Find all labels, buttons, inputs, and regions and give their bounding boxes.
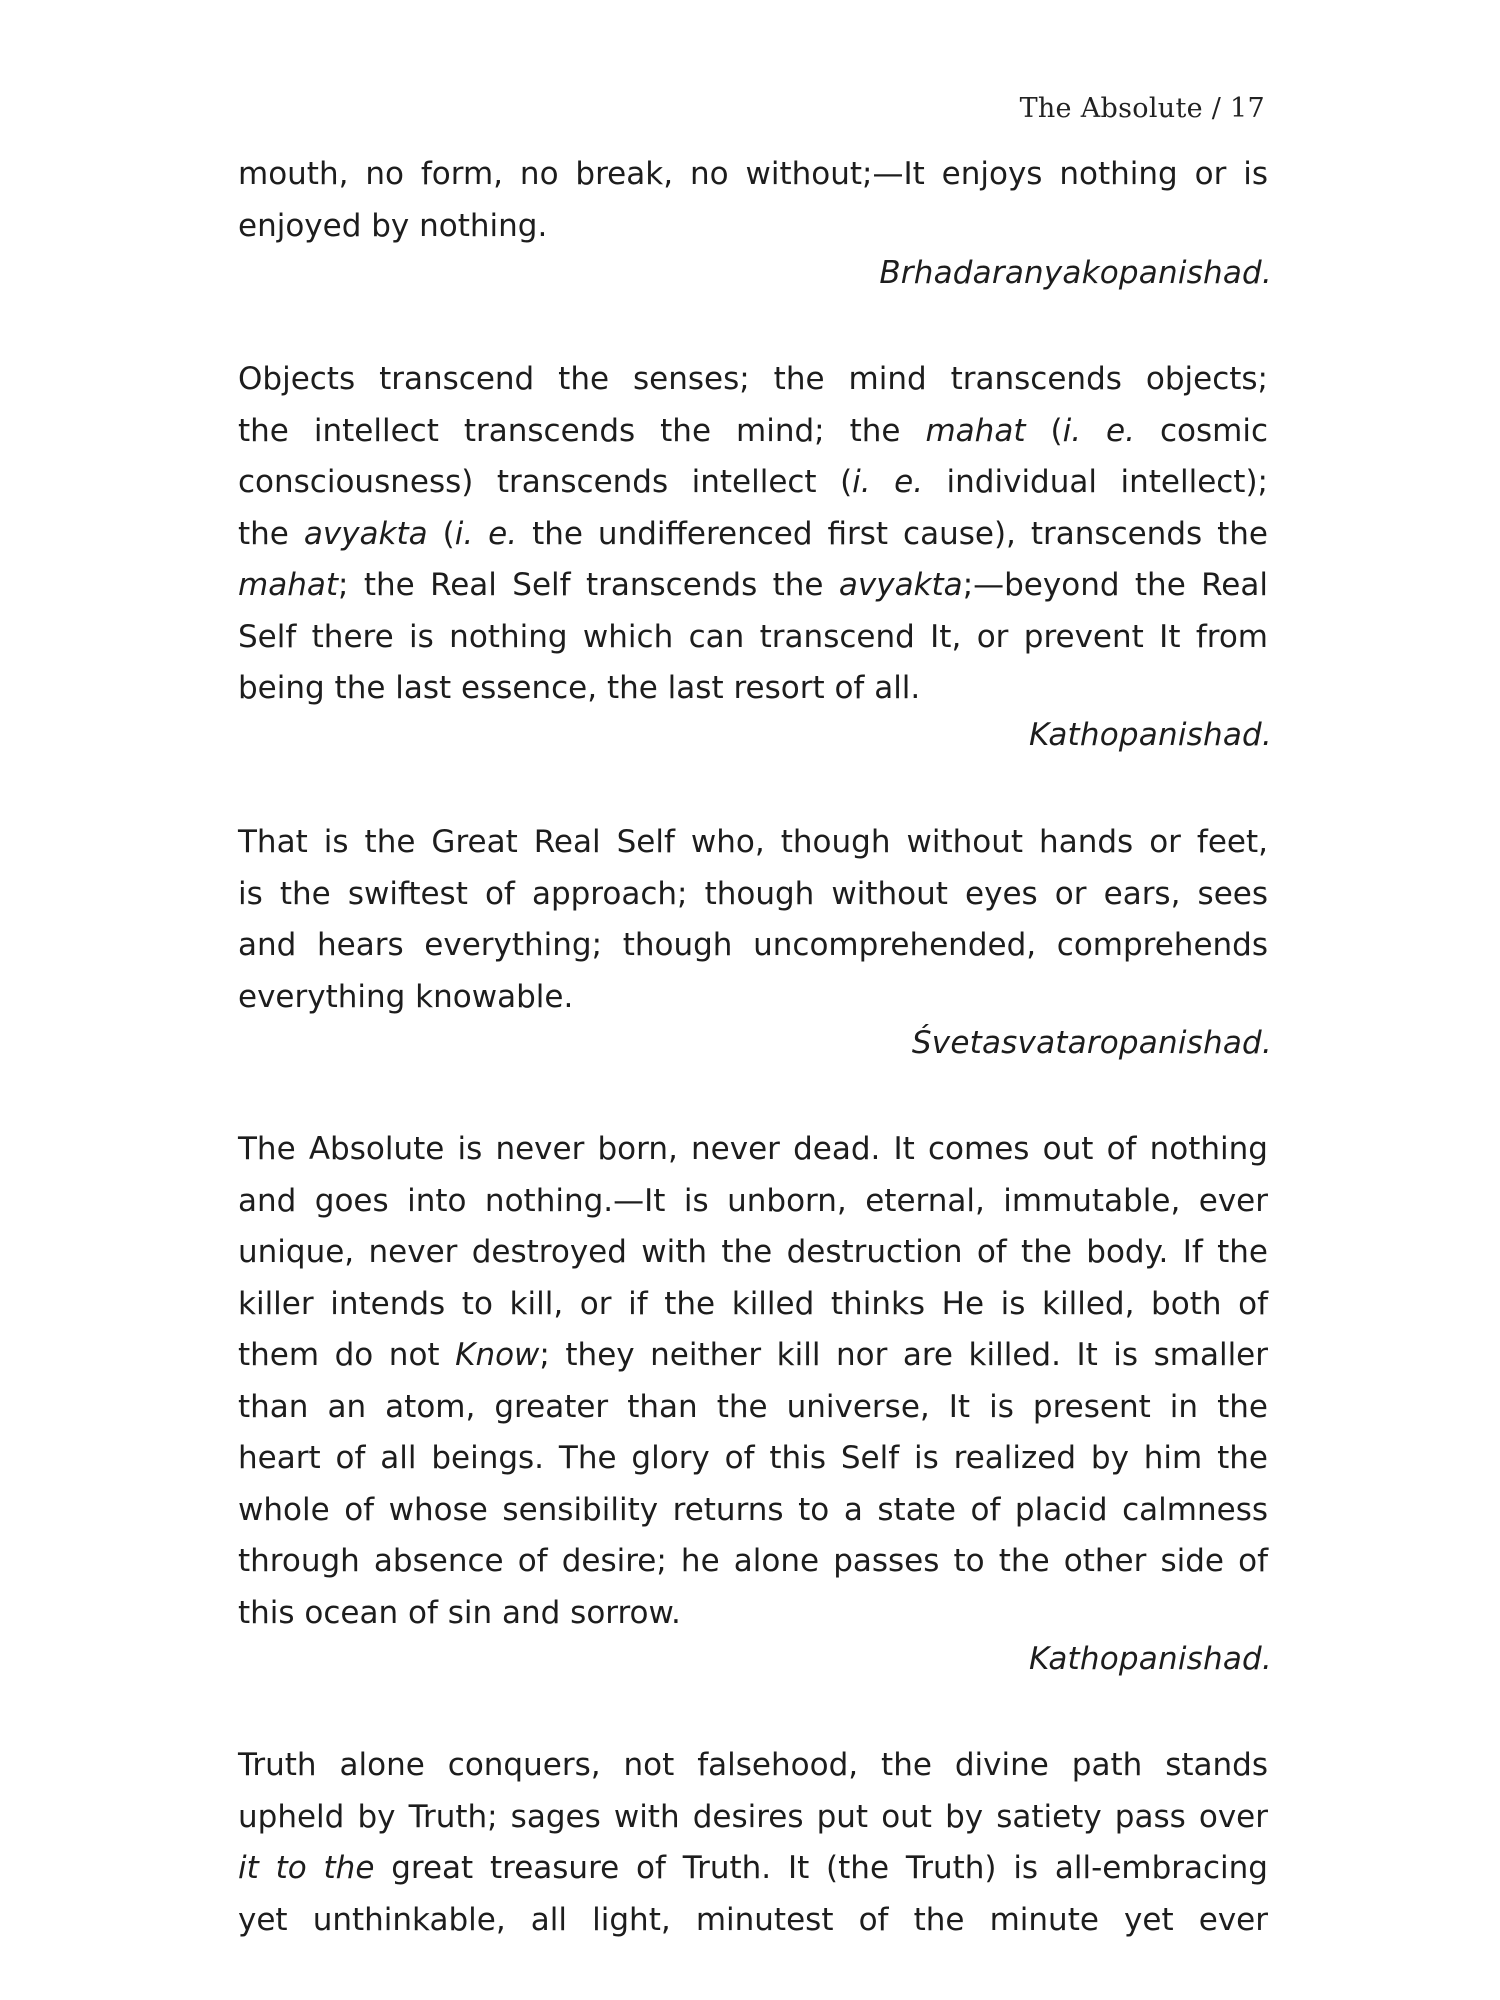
- passage-4-source: Kathopanishad.: [1028, 1641, 1272, 1677]
- passage-line: everything knowable.: [238, 978, 574, 1015]
- passage-line: heart of all beings. The glory of this Self is realized by him the: [238, 1440, 1268, 1476]
- passage-line: upheld by Truth; sages with desires put out by satiety pass over: [238, 1798, 1268, 1835]
- passage-line: through absence of desire; he alone passes to the other side of: [238, 1543, 1268, 1579]
- running-head: The Absolute / 17: [1019, 93, 1265, 124]
- passage-line: than an atom, greater than the universe, It is present in the: [238, 1388, 1268, 1425]
- passage-1: [238, 149, 1268, 252]
- passage-1-source: Brhadaranyakopanishad.: [879, 255, 1272, 291]
- passage-line: them do not Know; they neither kill nor are killed. It is smaller: [238, 1337, 1268, 1373]
- passage-line: and goes into nothing.—It is unborn, eternal, immutable, ever: [238, 1182, 1268, 1219]
- passage-line: the intellect transcends the mind; the mahat (i. e. cosmic: [238, 412, 1269, 449]
- passage-line: and hears everything; though uncomprehended, comprehends: [238, 927, 1268, 963]
- passage-line: being the last essence, the last resort of all.: [238, 670, 921, 706]
- passage-line: is the swiftest of approach; though without eyes or ears, sees: [238, 875, 1268, 912]
- passage-3: [238, 817, 1268, 1023]
- passage-line: That is the Great Real Self who, though without hands or feet,: [238, 824, 1268, 860]
- passage-line: consciousness) transcends intellect (i. e. individual intellect);: [238, 464, 1268, 500]
- passage-line: mouth, no form, no break, no without;—It enjoys nothing or is: [238, 156, 1268, 192]
- passage-line: unique, never destroyed with the destruction of the body. If the: [238, 1234, 1268, 1270]
- passage-line: Self there is nothing which can transcend It, or prevent It from: [238, 618, 1268, 655]
- passage-line: it to the great treasure of Truth. It (the Truth) is all-embracing: [238, 1850, 1268, 1886]
- passage-line: whole of whose sensibility returns to a state of placid calmness: [238, 1491, 1268, 1528]
- passage-line: Truth alone conquers, not falsehood, the divine path stands: [238, 1747, 1268, 1783]
- passage-line: mahat; the Real Self transcends the avyakta;—beyond the Real: [238, 567, 1268, 603]
- passage-line: yet unthinkable, all light, minutest of the minute yet ever: [238, 1901, 1268, 1938]
- passage-4: [238, 1124, 1268, 1639]
- passage-line: Objects transcend the senses; the mind transcends objects;: [238, 361, 1268, 397]
- passage-line: killer intends to kill, or if the killed thinks He is killed, both of: [238, 1285, 1268, 1322]
- passage-2-source: Kathopanishad.: [1028, 717, 1272, 753]
- passage-line: enjoyed by nothing.: [238, 207, 548, 244]
- passage-2: [238, 354, 1268, 715]
- passage-3-source: Śvetasvataropanishad.: [911, 1025, 1272, 1061]
- passage-line: the avyakta (i. e. the undifferenced first cause), transcends the: [238, 515, 1269, 552]
- passage-line: this ocean of sin and sorrow.: [238, 1594, 681, 1631]
- passage-5: [238, 1740, 1268, 1946]
- passage-line: The Absolute is never born, never dead. It comes out of nothing: [238, 1131, 1268, 1167]
